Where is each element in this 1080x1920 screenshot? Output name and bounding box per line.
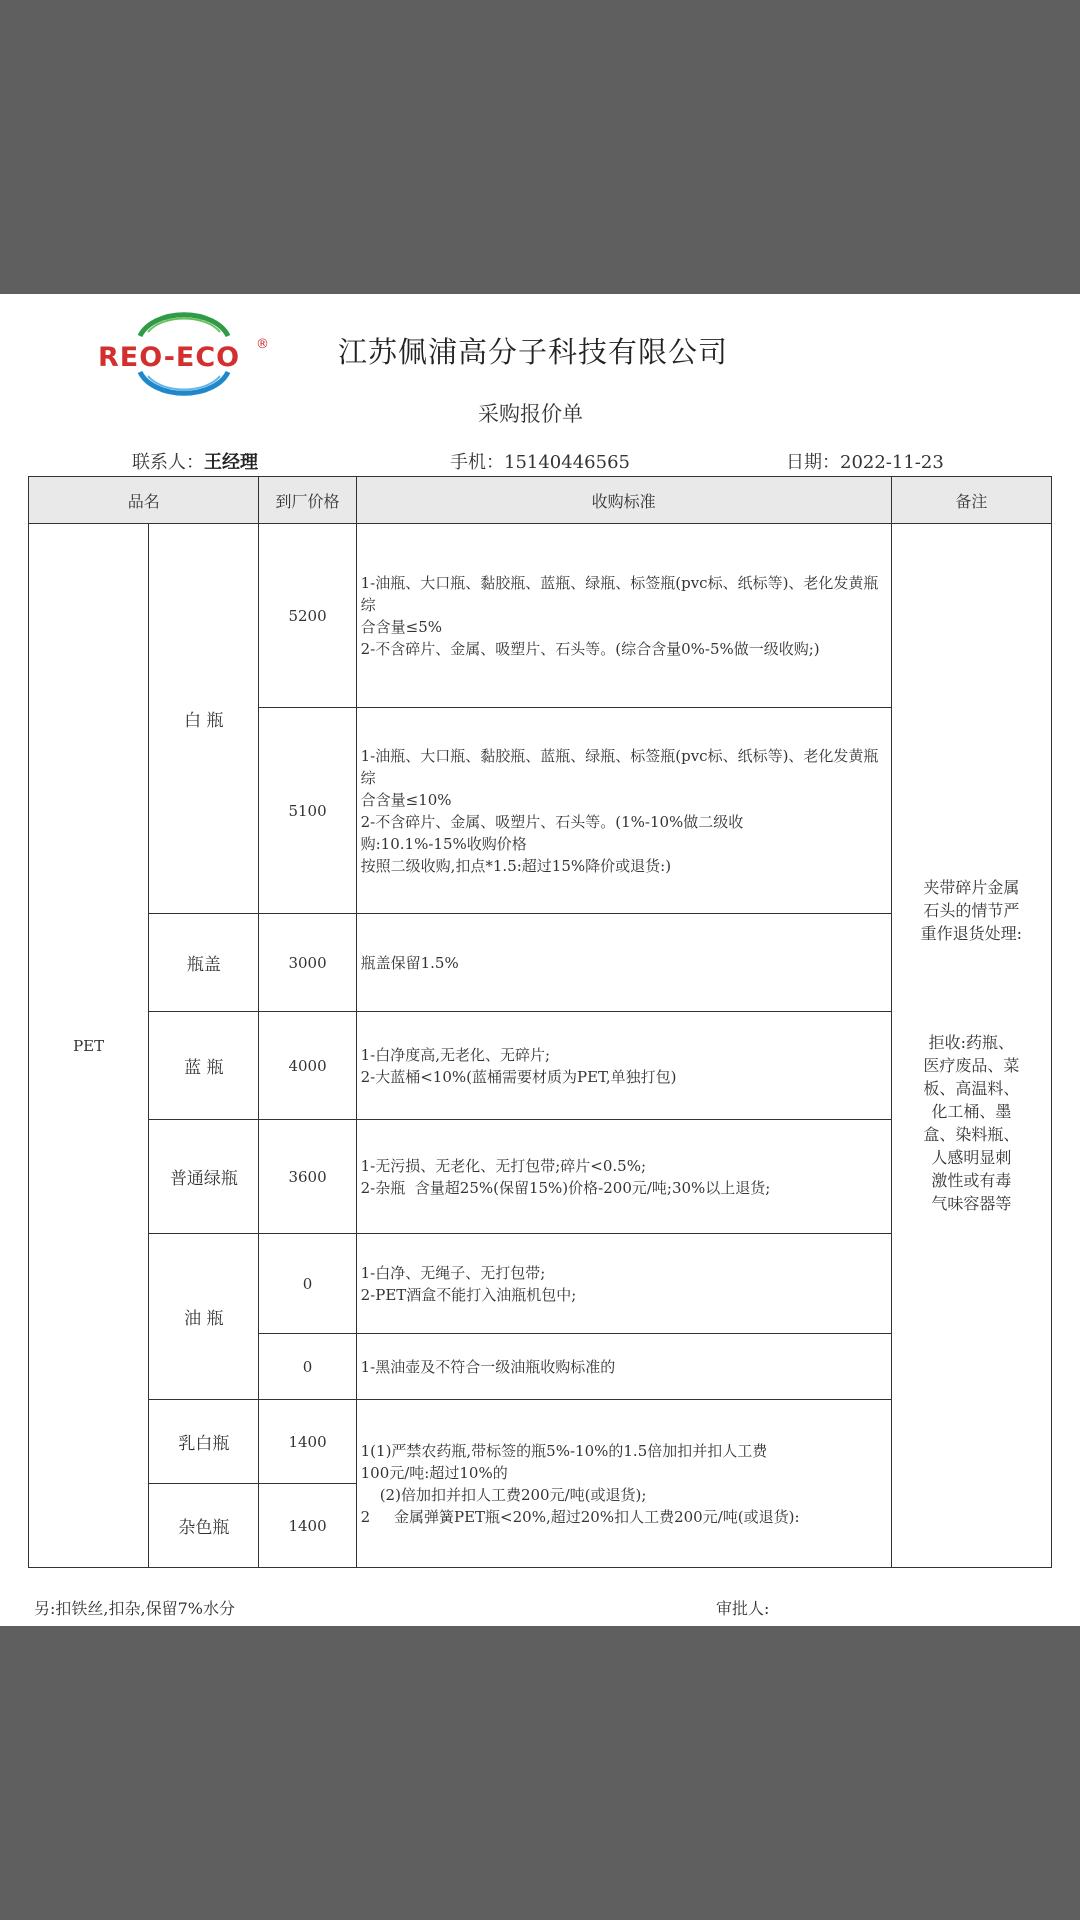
contact-label: 联系人： (132, 452, 204, 473)
standard-line: 2-大蓝桶<10%(蓝桶需要材质为PET,单独打包) (360, 1067, 677, 1086)
date-label: 日期： (786, 452, 840, 473)
category-cell: PET (29, 524, 149, 1568)
remark-line: 拒收:药瓶、 (928, 1033, 1015, 1052)
standard-cell (356, 914, 891, 1012)
product-name: 白 瓶 (149, 524, 259, 914)
standard-line: (2)倍加扣并扣人工费200元/吨(或退货); (360, 1485, 647, 1504)
standard-line: 购:10.1%-15%收购价格 (360, 834, 527, 853)
remark-line: 板、高温料、 (923, 1079, 1020, 1098)
reo-eco-logo (96, 306, 276, 406)
remark-cell (891, 524, 1051, 1568)
product-name: 杂色瓶 (149, 1484, 259, 1568)
standard-line: 2-不含碎片、金属、吸塑片、石头等。(综合含量0%-5%做一级收购;) (360, 639, 820, 658)
standard-line: 100元/吨:超过10%的 (360, 1463, 508, 1482)
contact-info (132, 448, 258, 474)
header-remark: 备注 (891, 477, 1051, 524)
remark-line: 化工桶、墨 (931, 1102, 1012, 1121)
price-cell: 0 (259, 1234, 356, 1334)
approver-label: 审批人: (716, 1599, 770, 1618)
standard-line: 1-白净度高,无老化、无碎片; (360, 1045, 551, 1064)
standard-line: 2-不含碎片、金属、吸塑片、石头等。(1%-10%做二级收 (360, 812, 744, 831)
standard-cell (356, 1012, 891, 1120)
document-subtitle: 采购报价单 (478, 402, 583, 426)
standard-line: 2-PET酒盒不能打入油瓶机包中; (360, 1285, 577, 1304)
price-cell: 5100 (259, 708, 356, 914)
remark-line: 盒、染料瓶、 (923, 1125, 1020, 1144)
price-cell: 3000 (259, 914, 356, 1012)
remark-line: 医疗废品、菜 (923, 1056, 1020, 1075)
quotation-document (0, 294, 1080, 1626)
standard-line: 1(1)严禁农药瓶,带标签的瓶5%-10%的1.5倍加扣并扣人工费 (360, 1441, 768, 1460)
remark-line: 重作退货处理: (920, 924, 1023, 943)
standard-cell (356, 524, 891, 708)
price-cell: 5200 (259, 524, 356, 708)
standard-line: 1-白净、无绳子、无打包带; (360, 1263, 546, 1282)
table-row (29, 524, 1052, 708)
header-name: 品名 (29, 477, 259, 524)
standard-line: 2-杂瓶 含量超25%(保留15%)价格-200元/吨;30%以上退货; (360, 1178, 771, 1197)
product-name: 普通绿瓶 (149, 1120, 259, 1234)
standard-line: 按照二级收购,扣点*1.5:超过15%降价或退货:) (360, 856, 672, 875)
date-value: 2022-11-23 (840, 452, 944, 473)
product-name: 瓶盖 (149, 914, 259, 1012)
price-table (28, 476, 1052, 1568)
standard-cell (356, 1400, 891, 1568)
header-standard: 收购标准 (356, 477, 891, 524)
phone-info (450, 448, 630, 474)
remark-spacer (900, 945, 1043, 1031)
standard-line: 1-油瓶、大口瓶、黏胶瓶、蓝瓶、绿瓶、标签瓶(pvc标、纸标等)、老化发黄瓶综 (360, 573, 879, 614)
remark-line: 气味容器等 (931, 1194, 1012, 1213)
standard-cell (356, 708, 891, 914)
svg-text:REO-ECO: REO-ECO (98, 342, 241, 373)
standard-line: 瓶盖保留1.5% (360, 953, 459, 972)
header-price: 到厂价格 (259, 477, 356, 524)
standard-line: 1-黑油壶及不符合一级油瓶收购标准的 (360, 1357, 616, 1376)
phone-label: 手机： (450, 452, 504, 473)
remark-line: 石头的情节严 (923, 901, 1020, 920)
remark-line: 激性或有毒 (931, 1171, 1012, 1190)
price-cell: 3600 (259, 1120, 356, 1234)
standard-cell (356, 1334, 891, 1400)
date-info (786, 448, 944, 474)
product-name: 油 瓶 (149, 1234, 259, 1400)
footer-note: 另:扣铁丝,扣杂,保留7%水分 (34, 1599, 235, 1618)
svg-text:®: ® (256, 337, 269, 352)
remark-line: 人感明显刺 (931, 1148, 1012, 1167)
price-cell: 4000 (259, 1012, 356, 1120)
standard-line: 1-无污损、无老化、无打包带;碎片<0.5%; (360, 1156, 647, 1175)
standard-line: 合含量≤10% (360, 790, 452, 809)
phone-value: 15140446565 (504, 452, 630, 473)
contact-value: 王经理 (204, 452, 258, 473)
price-cell: 1400 (259, 1484, 356, 1568)
product-name: 蓝 瓶 (149, 1012, 259, 1120)
standard-line: 2 金属弹簧PET瓶<20%,超过20%扣人工费200元/吨(或退货): (360, 1507, 800, 1526)
standard-line: 1-油瓶、大口瓶、黏胶瓶、蓝瓶、绿瓶、标签瓶(pvc标、纸标等)、老化发黄瓶综 (360, 746, 879, 787)
company-name: 江苏佩浦高分子科技有限公司 (338, 335, 729, 369)
price-cell: 0 (259, 1334, 356, 1400)
price-cell: 1400 (259, 1400, 356, 1484)
remark-line: 夹带碎片金属 (923, 878, 1020, 897)
product-name: 乳白瓶 (149, 1400, 259, 1484)
standard-cell (356, 1120, 891, 1234)
standard-line: 合含量≤5% (360, 617, 442, 636)
table-header-row (29, 477, 1052, 524)
standard-cell (356, 1234, 891, 1334)
